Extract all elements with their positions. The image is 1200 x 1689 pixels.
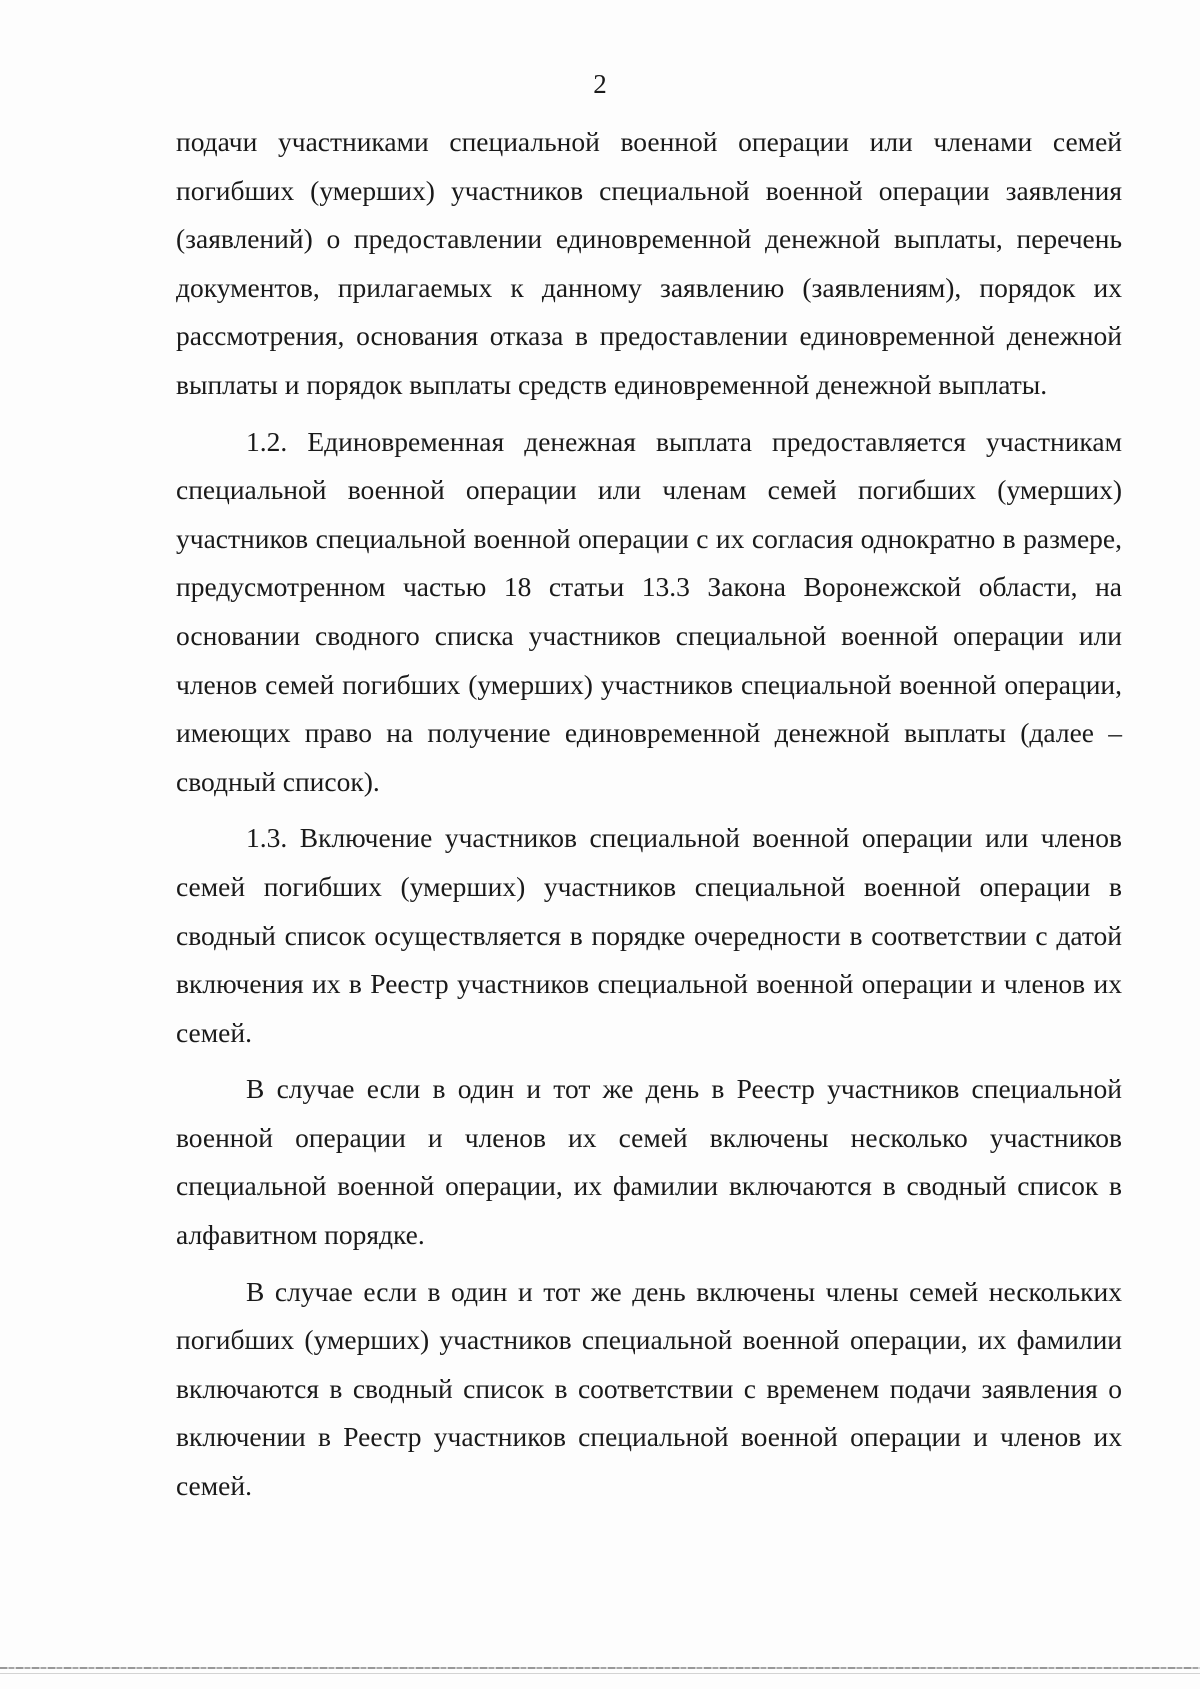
scan-edge-line-secondary	[0, 1673, 1200, 1674]
document-body	[176, 118, 1122, 1511]
scan-edge-line	[0, 1667, 1200, 1669]
paragraph-1-2: 1.2. Единовременная денежная выплата предоставляется участникам специальной военной операции или членам семей погибших (умерших) участников специальной военной операции с их согласия однократно в размере, предусмотренном частью 18 статьи 13.3 Закона Воронежской области, на основании сводного списка участников специальной военной операции или членов семей погибших (умерших) участников специальной военной операции, имеющих право на получение единовременной денежной выплаты (далее – сводный список).	[176, 425, 1122, 797]
paragraph-alphabetical-order: В случае если в один и тот же день в Реестр участников специальной военной операции и членов их семей включены несколько участников специальной военной операции, их фамилии включаются в сводный список в алфавитном порядке.	[176, 1073, 1122, 1251]
page-number: 2	[593, 69, 607, 99]
paragraph-submission-time-order: В случае если в один и тот же день включены члены семей нескольких погибших (умерших) участников специальной военной операции, их фамилии включаются в сводный список в соответствии с временем подачи заявления о включении в Реестр участников специальной военной операции и членов их семей.	[176, 1275, 1122, 1502]
paragraph-continuation: подачи участниками специальной военной операции или членами семей погибших (умерших) участников специальной военной операции заявления (заявлений) о предоставлении единовременной денежной выплаты, перечень документов, прилагаемых к данному заявлению (заявлениям), порядок их рассмотрения, основания отказа в предоставлении единовременной денежной выплаты и порядок выплаты средств единовременной денежной выплаты.	[176, 126, 1122, 400]
paragraph-1-3: 1.3. Включение участников специальной военной операции или членов семей погибших (умерших) участников специальной военной операции в сводный список осуществляется в порядке очередности в соответствии с датой включения их в Реестр участников специальной военной операции и членов их семей.	[176, 822, 1122, 1048]
